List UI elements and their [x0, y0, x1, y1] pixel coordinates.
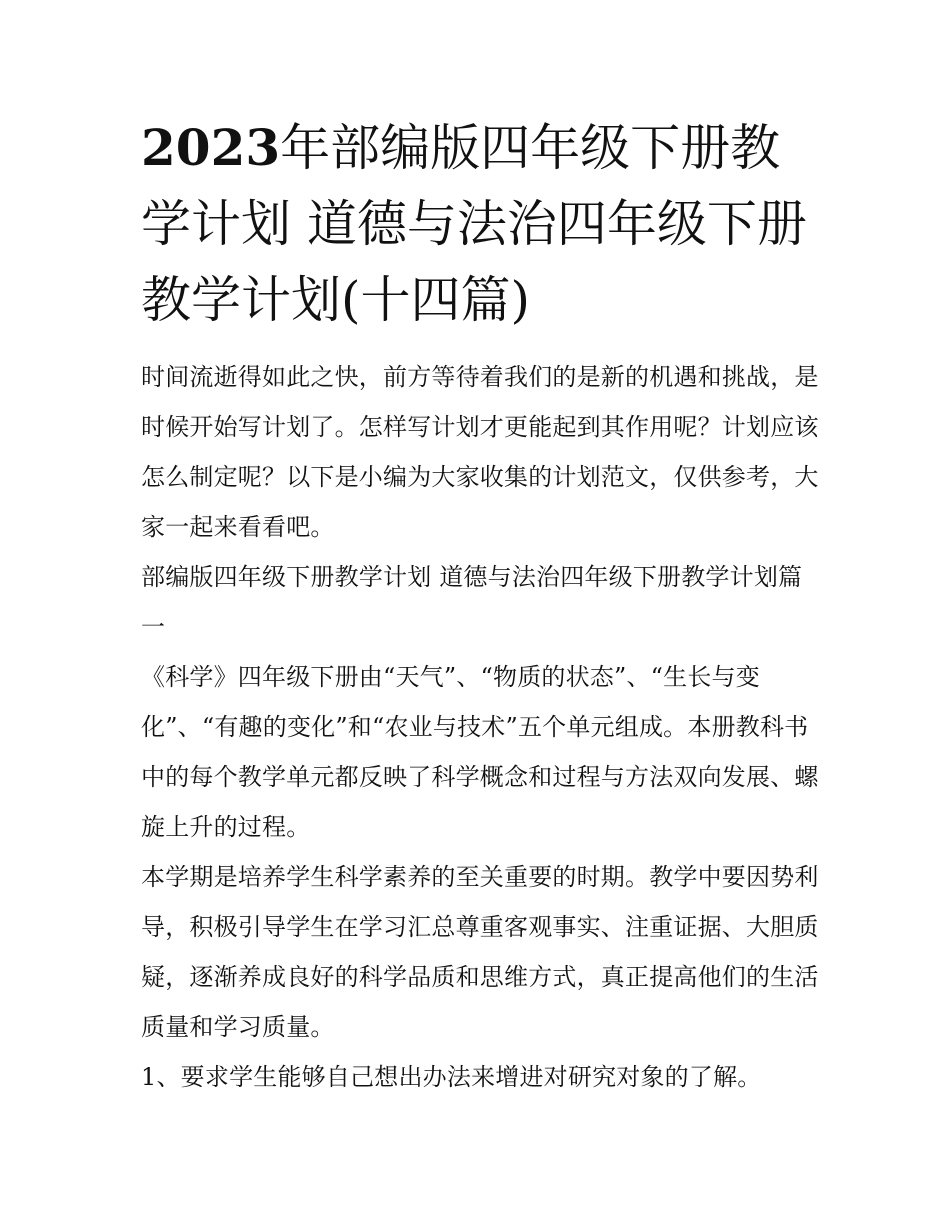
list-item: 1、要求学生能够自己想出办法来增进对研究对象的了解。	[141, 1063, 762, 1091]
document-title	[141, 110, 821, 338]
body-paragraph: 本学期是培养学生科学素养的至关重要的时期。教学中要因势利导，积极引导学生在学习汇总尊重客观事实、注重证据、大胆质疑，逐渐养成良好的科学品质和思维方式，真正提高他们的生活质量和学习质量。	[141, 863, 819, 1041]
section-heading: 部编版四年级下册教学计划 道德与法治四年级下册教学计划篇一	[141, 563, 803, 641]
document-body	[141, 110, 821, 1102]
body-paragraph: 《科学》四年级下册由“天气”、“物质的状态”、“生长与变化”、“有趣的变化”和“农业与技术”五个单元组成。本册教科书中的每个教学单元都反映了科学概念和过程与方法双向发展、螺旋上升的过程。	[141, 663, 819, 841]
title-year: 2023	[141, 118, 281, 177]
title-text: 年部编版四年级下册教学计划 道德与法治四年级下册教学计划(十四篇)	[141, 119, 807, 329]
intro-paragraph: 时间流逝得如此之快，前方等待着我们的是新的机遇和挑战，是时候开始写计划了。怎样写计划才更能起到其作用呢？计划应该怎么制定呢？以下是小编为大家收集的计划范文，仅供参考，大家一起来看看吧。	[141, 363, 819, 541]
